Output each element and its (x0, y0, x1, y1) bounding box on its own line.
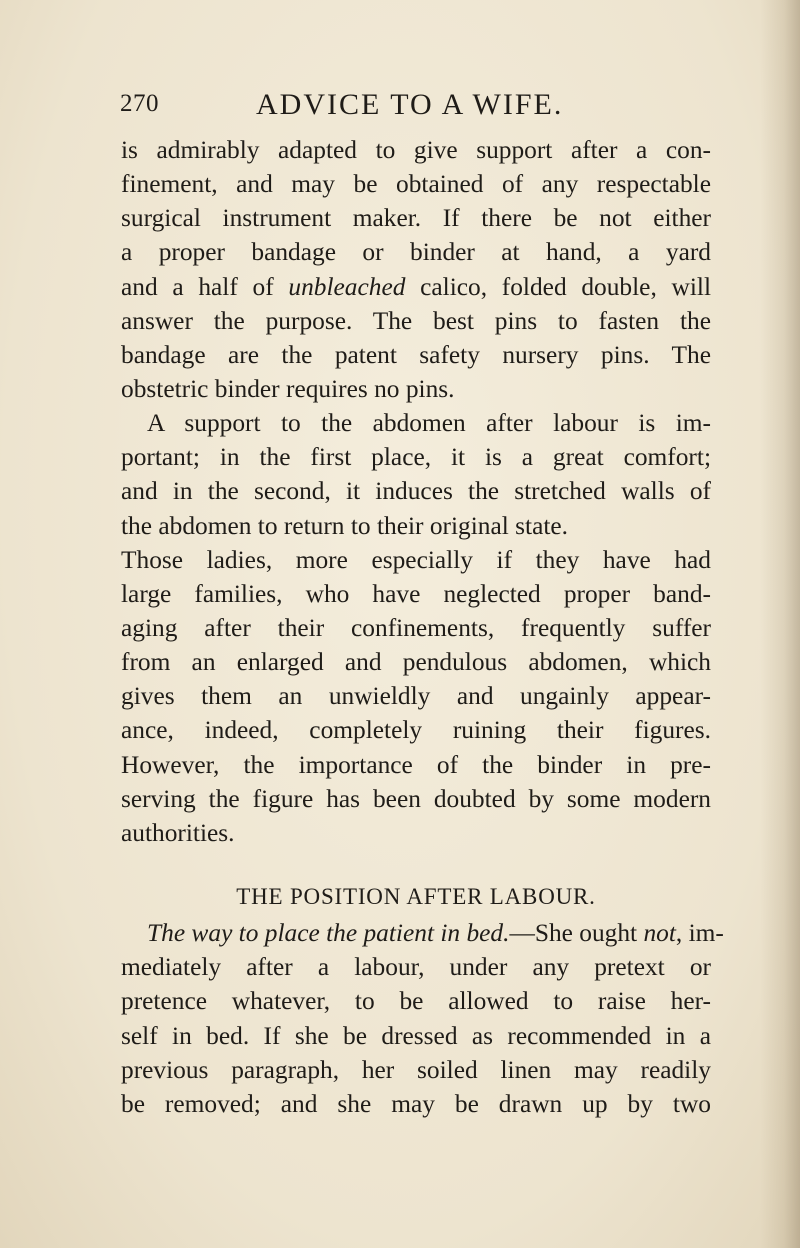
text-line: serving the figure has been doubted by some modern (121, 784, 711, 813)
text-line: the abdomen to return to their original state. (121, 511, 569, 540)
text-line (121, 270, 711, 304)
text-line: a proper bandage or binder at hand, a yard (121, 238, 711, 267)
section-heading: THE POSITION AFTER LABOUR. (236, 883, 596, 909)
text-line: previous paragraph, her soiled linen may readily (121, 1055, 711, 1084)
text-line: large families, who have neglected proper band- (121, 579, 711, 608)
text-run: and a half of (121, 272, 289, 301)
page-header (0, 88, 800, 128)
text-line: ance, indeed, completely ruining their figures. (121, 716, 711, 745)
body-text (121, 133, 724, 1121)
text-line: A support to the abdomen after labour is im- (147, 409, 711, 438)
text-line: portant; in the first place, it is a great comfort; (121, 443, 711, 472)
text-line: from an enlarged and pendulous abdomen, which (121, 648, 711, 677)
italic-text: not (643, 919, 676, 948)
text-line: pretence whatever, to be allowed to raise her- (121, 987, 711, 1016)
text-line: be removed; and she may be drawn up by two (121, 1089, 711, 1118)
text-run: calico, folded double, will (405, 272, 712, 301)
text-run: , im- (675, 919, 724, 948)
text-line: self in bed. If she be dressed as recommended in a (121, 1021, 711, 1050)
text-line (121, 916, 724, 950)
text-line: aging after their confinements, frequently suffer (121, 613, 711, 642)
running-title: ADVICE TO A WIFE. (256, 88, 564, 121)
text-line: gives them an unwieldly and ungainly appear- (121, 682, 711, 711)
text-line: surgical instrument maker. If there be not either (121, 204, 711, 233)
italic-text: The way to place the patient in bed. (147, 919, 510, 948)
text-line: mediately after a labour, under any pretext or (121, 953, 711, 982)
text-line: answer the purpose. The best pins to fasten the (121, 306, 711, 335)
italic-text: unbleached (288, 272, 406, 301)
text-run: —She ought (509, 919, 644, 948)
text-line: obstetric binder requires no pins. (121, 374, 455, 403)
text-line: finement, and may be obtained of any respectable (121, 170, 711, 199)
text-line: However, the importance of the binder in pre- (121, 750, 711, 779)
text-line: bandage are the patent safety nursery pins. The (121, 340, 711, 369)
page-edge-shadow (760, 0, 800, 1248)
page-number: 270 (120, 90, 159, 117)
text-line: and in the second, it induces the stretched walls of (121, 477, 711, 506)
text-line: authorities. (121, 818, 235, 847)
text-line: is admirably adapted to give support after a con- (121, 136, 711, 164)
text-line: Those ladies, more especially if they have had (121, 545, 711, 574)
